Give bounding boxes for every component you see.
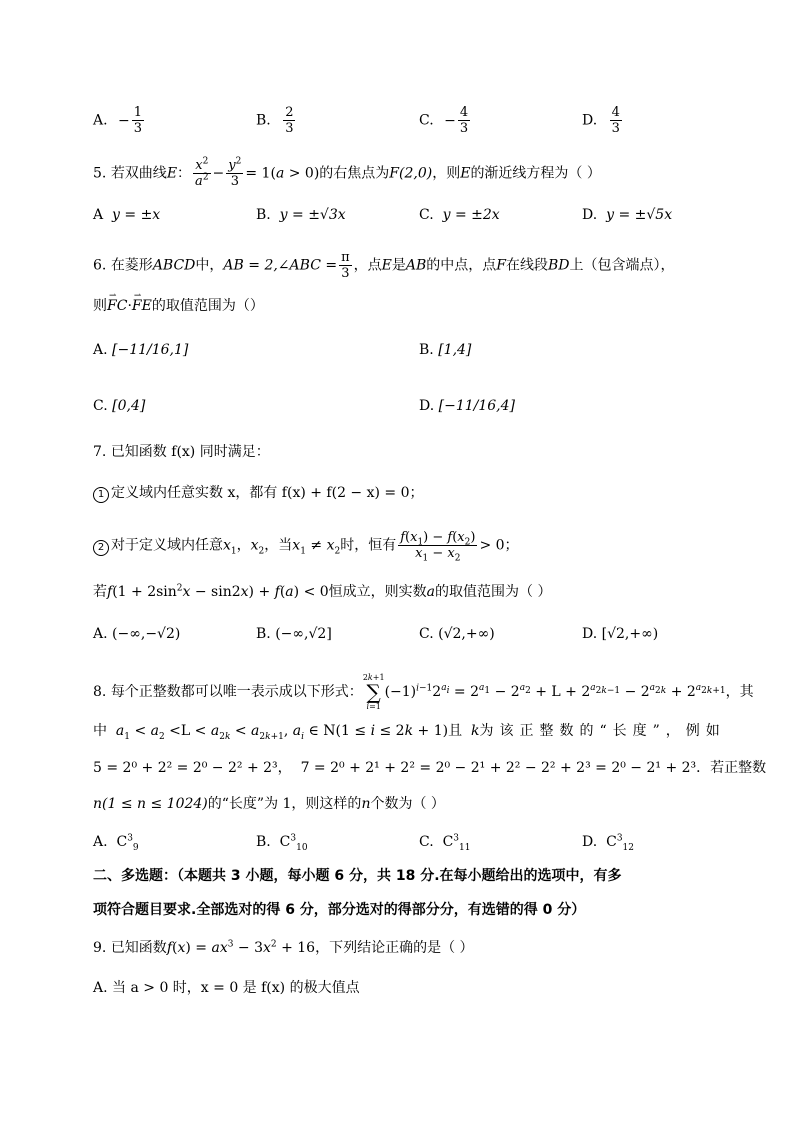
q8-option-c[interactable]: C. $C^3_{11}$ — [419, 833, 471, 853]
q6-option-d[interactable]: D. [−11/16,4] — [419, 398, 515, 414]
section-heading-line1: 二、多选题：（本题共 3 小题，每小题 6 分，共 18 分.在每小题给出的选项中，有多 — [93, 868, 622, 884]
circle-2-icon: 2 — [93, 540, 109, 556]
q7-condition-1: 1 定义域内任意实数 x，都有 f(x) + f(2 − x) = 0； — [93, 483, 424, 503]
q7-condition-2: 2 对于定义域内任意$x_1$，$x_2$，当$x_1 \ne x_2$时，恒有 $\frac{f(x_1) - f(x_2)}{x_1 - x_2}$ > 0； — [93, 530, 519, 561]
q8-option-b[interactable]: B. $C^3_{10}$ — [256, 833, 308, 853]
q8-stem-line3: 5 = 2⁰ + 2² = 2⁰ − 2² + 2³， 7 = 2⁰ + 2¹ + 2² = 2⁰ − 2¹ + 2² − 2² + 2³ = 2⁰ − 2¹ + 2³．若正整数 — [93, 760, 767, 776]
circle-1-icon: 1 — [93, 487, 109, 503]
q8-option-a[interactable]: A. $C^3_9$ — [93, 833, 139, 853]
q7-option-d[interactable]: D. [√2,+∞) — [582, 626, 659, 642]
q6-option-c[interactable]: C. [0,4] — [93, 398, 146, 414]
q4-option-b[interactable]: B. $\frac{2}{3}$ — [256, 105, 294, 136]
fraction: $\frac{4}{3}$ — [611, 105, 620, 136]
q7-option-a[interactable]: A. (−∞,−√2) — [93, 626, 181, 642]
q9-stem: 9. 已知函数$f(x) = ax^3 - 3x^2 + 16$，下列结论正确的是（ ） — [93, 939, 474, 956]
q8-stem-line1: 8. 每个正整数都可以唯一表示成以下形式： 2k+1 ∑ i=1 $(-1)^{i-1}2^{a_i} = 2^{a_1} - 2^{a_2} + L + 2^{a_{2k-1}} - 2^{a_{2k}} + 2^{a_{2k+1}}$，其 — [93, 673, 754, 711]
q6-stem-line1: 6. 在菱形ABCD中，AB = 2,∠ABC = $\frac{\pi}{3}$ ，点E是AB的中点，点F在线段BD上（包含端点）， — [93, 250, 675, 281]
fraction: $\frac{2}{3}$ — [285, 105, 294, 136]
q8-stem-line4: n(1 ≤ n ≤ 1024)的“长度”为 1，则这样的n个数为（ ） — [93, 796, 445, 812]
q5-option-d[interactable]: D. y = ±√5x — [582, 207, 673, 223]
q7-option-c[interactable]: C. (√2,+∞) — [419, 626, 495, 642]
q4-option-a[interactable]: A. − $\frac{1}{3}$ — [93, 105, 143, 136]
q5-option-b[interactable]: B. y = ±√3x — [256, 207, 346, 223]
q7-option-b[interactable]: B. (−∞,√2] — [256, 626, 332, 642]
q8-option-d[interactable]: D. $C^3_{12}$ — [582, 833, 634, 853]
fraction: $\frac{4}{3}$ — [459, 105, 469, 136]
section-heading-line2: 项符合题目要求.全部选对的得 6 分，部分选对的得部分分，有选错的得 0 分） — [93, 902, 586, 918]
q9-option-a[interactable]: A. 当 a > 0 时，x = 0 是 f(x) 的极大值点 — [93, 980, 360, 996]
q6-option-a[interactable]: A. [−11/16,1] — [93, 342, 189, 358]
q7-stem-line4: 若$f(1 + 2\sin^2x - \sin 2x) + f(a) < 0$恒成立，则实数a的取值范围为（ ） — [93, 583, 552, 600]
q6-option-b[interactable]: B. [1,4] — [419, 342, 472, 358]
q5-option-c[interactable]: C. y = ±2x — [419, 207, 500, 223]
fraction: $\frac{1}{3}$ — [133, 105, 143, 136]
q5-option-a[interactable]: A y = ±x — [93, 207, 161, 223]
q4-option-c[interactable]: C. − $\frac{4}{3}$ — [419, 105, 469, 136]
q4-option-d[interactable]: D. $\frac{4}{3}$ — [582, 105, 620, 136]
q7-stem-line1: 7. 已知函数 f(x) 同时满足： — [93, 444, 270, 460]
summation-icon: 2k+1 ∑ i=1 — [362, 673, 385, 711]
q6-stem-line2: 则⇀ FC·⇀ FE的取值范围为（） — [93, 296, 264, 316]
q8-stem-line2: 中 $a_1 < a_2 <L < a_{2k} < a_{2k+1}$, $a_i$ ∈ N(1 ≤ i ≤ 2k + 1)且 k为该正整数的“长度”，例如 — [93, 723, 726, 742]
q5-stem: 5. 若双曲线E： $\frac{x^2}{a^2}$ − $\frac{y^2}{3}$ = 1(a > 0)的右焦点为F(2,0)，则E的渐近线方程为（ ） — [93, 156, 601, 189]
